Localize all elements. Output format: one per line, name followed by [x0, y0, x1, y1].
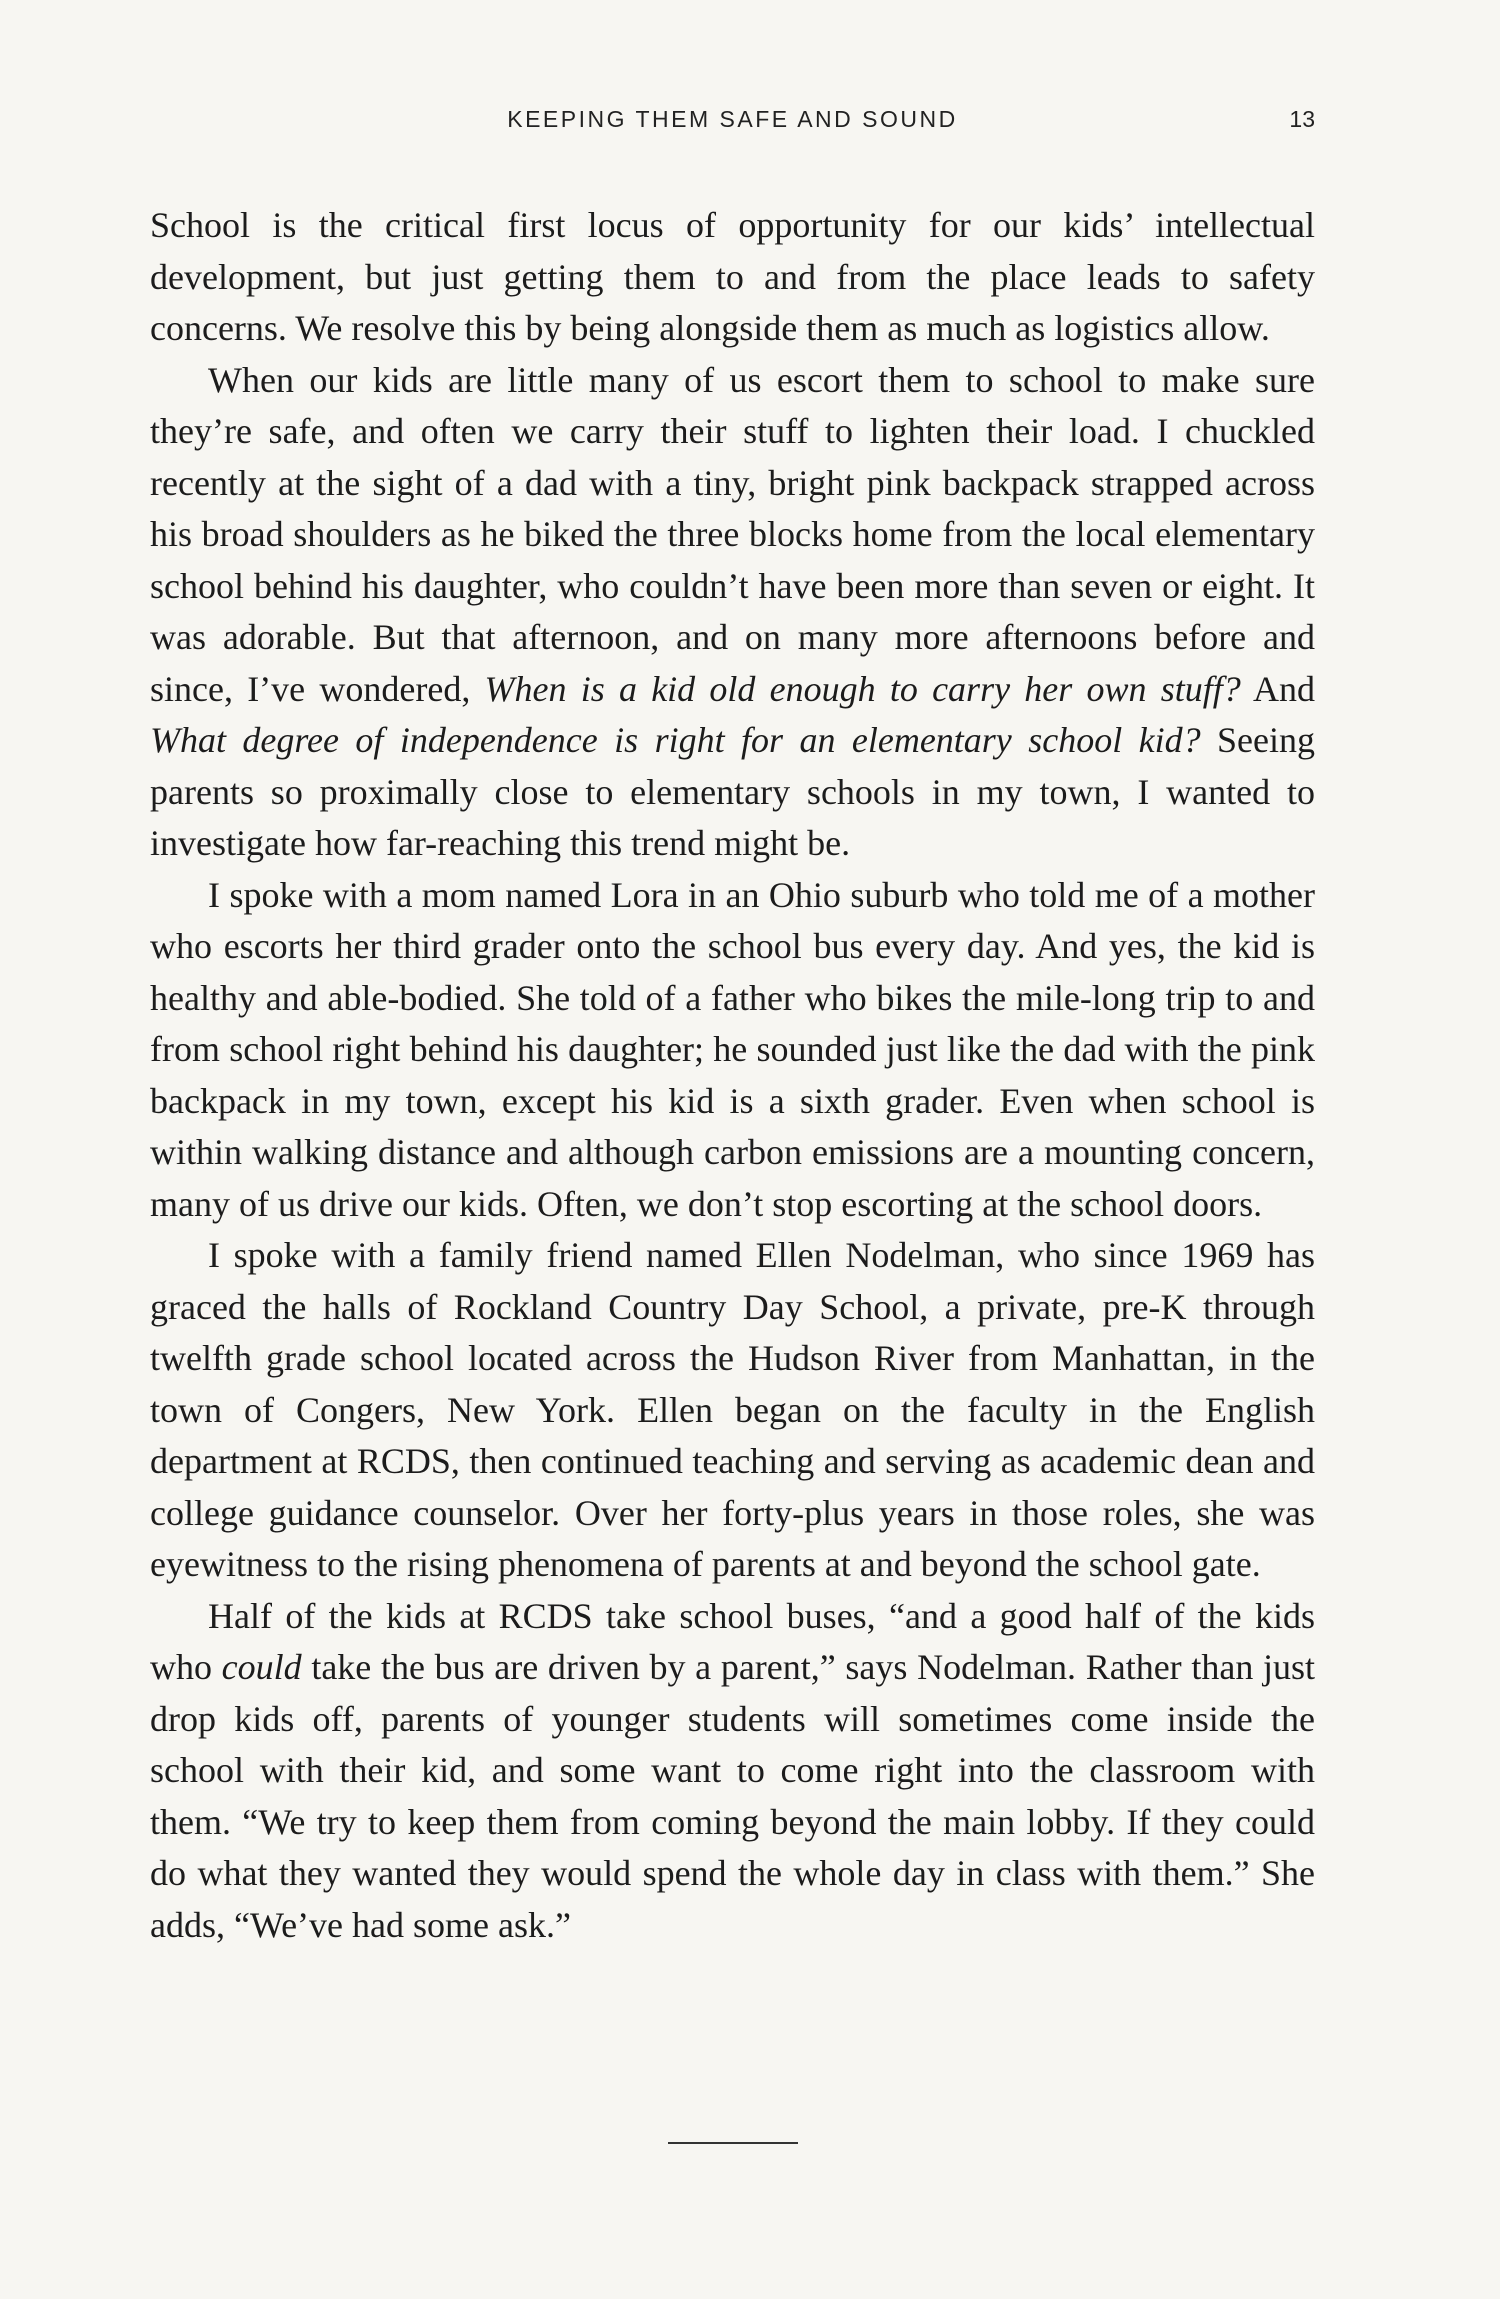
paragraph-school-locus	[150, 200, 1315, 355]
page-number: 13	[1289, 106, 1315, 132]
text-run: I spoke with a family friend named Ellen Nodelman, who since 1969 has graced the halls of Rockland Country Day School, a private, pre-K through twelfth grade school located across the Hudson River from Manhattan, in the town of Congers, New York. Ellen began on the faculty in the English department at RCDS, then continued teaching and serving as academic dean and college guidance counselor. Over her forty-plus years in those roles, she was eyewitness to the rising phenomena of parents at and beyond the school gate.	[150, 1235, 1315, 1584]
paragraph-escort-to-school	[150, 355, 1315, 870]
text-run: I spoke with a mom named Lora in an Ohio suburb who told me of a mother who escorts her third grader onto the school bus every day. And yes, the kid is healthy and able-bodied. She told of a father who bikes the mile-long trip to and from school right behind his daughter; he sounded just like the dad with the pink backpack in my town, except his kid is a sixth grader. Even when school is within walking distance and although carbon emissions are a mounting concern, many of us drive our kids. Often, we don’t stop escorting at the school doors.	[150, 874, 1315, 1224]
text-run: take the bus are driven by a parent,” says Nodelman. Rather than just drop kids off, parents of younger students will sometimes come inside the school with their kid, and some want to come right into the classroom with them. “We try to keep them from coming beyond the main lobby. If they could do what they wanted they would spend the whole day in class with them.” She adds, “We’ve had some ask.”	[150, 1647, 1315, 1945]
running-title: KEEPING THEM SAFE AND SOUND	[507, 106, 958, 132]
text-run: Half of the kids at RCDS take school buses, “and a good half of the kids who	[150, 1595, 1315, 1687]
text-run: When our kids are little many of us escort them to school to make sure they’re safe, and often we carry their stuff to lighten their load. I chuckled recently at the sight of a dad with a tiny, bright pink backpack strapped across his broad shoulders as he biked the three blocks home from the local elementary school behind his daughter, who couldn’t have been more than seven or eight. It was adorable. But that afternoon, and on many more afternoons before and since, I’ve wondered,	[150, 359, 1315, 709]
italic-could: could	[221, 1647, 302, 1687]
italic-question-carry-stuff: When is a kid old enough to carry her own stuff?	[484, 668, 1241, 709]
paragraph-rcds-buses	[150, 1591, 1315, 1952]
section-break-rule	[668, 2142, 798, 2144]
paragraph-ellen-nodelman	[150, 1230, 1315, 1591]
text-run: School is the critical first locus of opportunity for our kids’ intellectual development, but just getting them to and from the place leads to safety concerns. We resolve this by being alongside them as much as logistics allow.	[150, 205, 1315, 348]
text-run: Seeing parents so proximally close to elementary schools in my town, I wanted to investigate how far-reaching this trend might be.	[150, 720, 1315, 863]
italic-question-independence: What degree of independence is right for an elementary school kid?	[150, 720, 1201, 760]
paragraph-ohio-suburb	[150, 870, 1315, 1231]
body-text	[150, 200, 1315, 1951]
text-run: And	[1240, 668, 1315, 709]
running-head	[150, 106, 1315, 146]
